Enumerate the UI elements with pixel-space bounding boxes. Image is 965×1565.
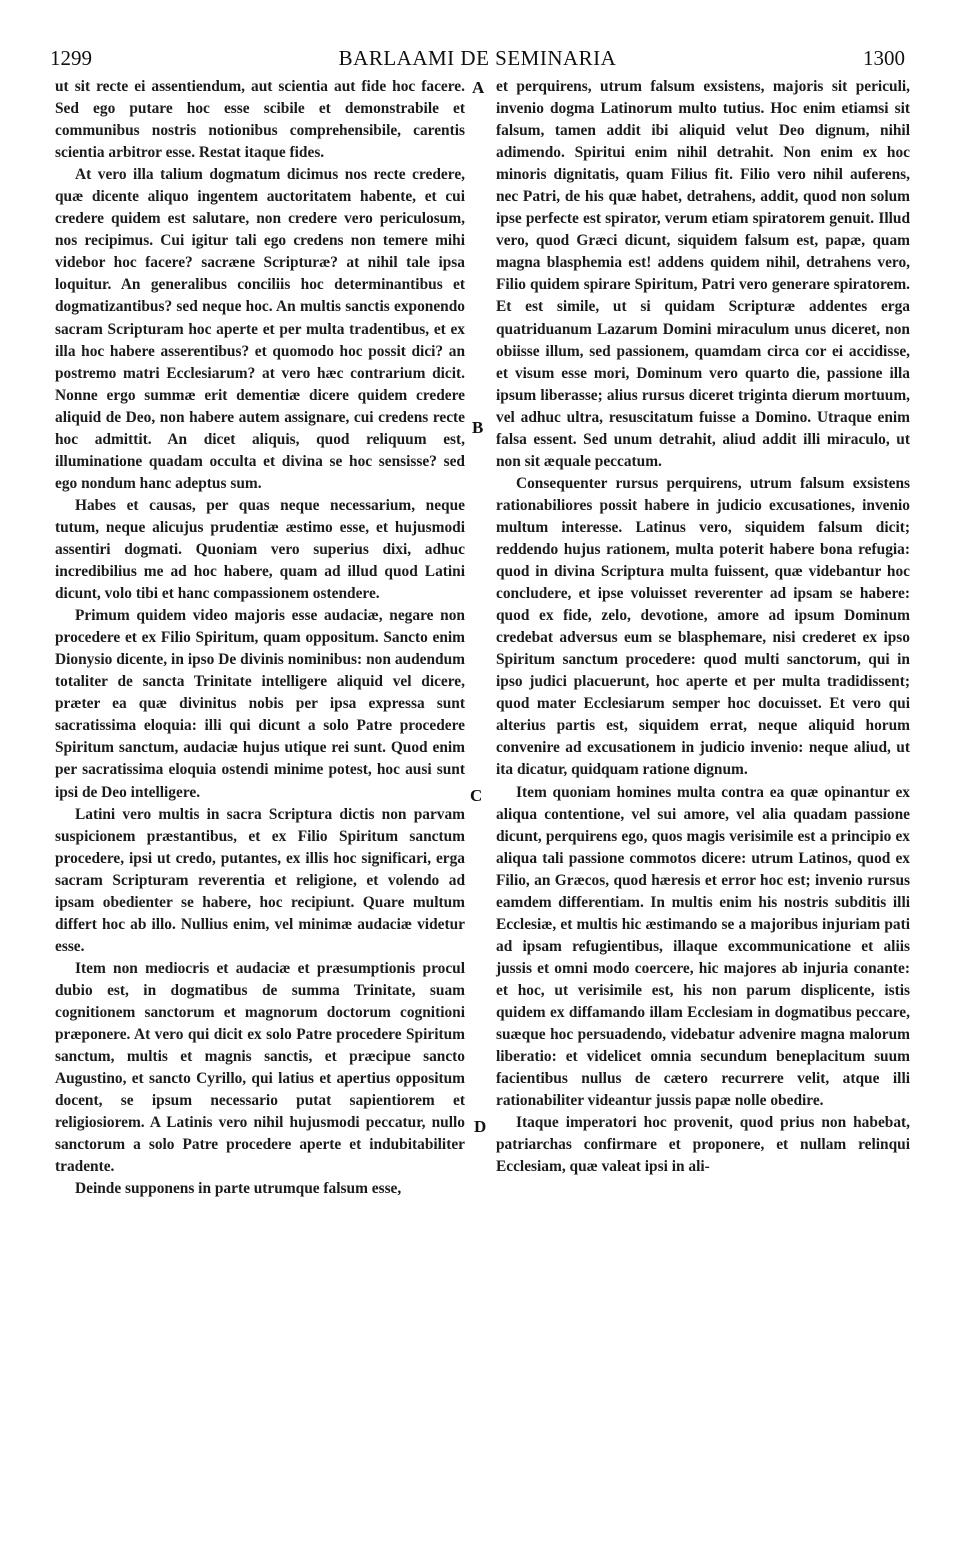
section-marker-a: A [472, 78, 485, 97]
paragraph: et perquirens, utrum falsum exsistens, majoris sit periculi, invenio dogma Latinorum multo tutius. Hoc enim etiamsi sit falsum, tamen addit ibi aliquid velut Deo dignum, nihil adimendo. Spiritui enim nihil detrahit. Non enim ex hoc minoris dignitatis, quam Filius fit. Filio vero nihil auferens, nec Patri, de his quæ habet, detrahens, addit, quod non solum ipse perfecte est spirator, verum etiam spiratorem genuit. Illud vero, quod Græci dicunt, siquidem falsum est, papæ, quam magna blasphemia est! addens quidem nihil, detrahens vero, Filio quidem spirare Spiritum, Patri vero generare spiratorem. Et est simile, ut si quidam Scripturæ addentes erga quatriduanum Lazarum Domini miraculum unus diceret, non obiisse illum, sed passionem, quamdam circa cor ei accidisse, et visum esse mori, Dominum vero quarto die, passione illa ipsum liberasse; alius rursus diceret triginta dierum mortuum, vel adhuc ultra, resuscitatum fuisse a Domino. Utraque enim falsa essent. Sed unum detrahit, aliud addit illi miraculo, ut non sit æquale peccatum. [496, 78, 910, 470]
page-number-left: 1299 [50, 46, 92, 70]
section-marker-c: C [470, 786, 483, 805]
paragraph: Item non mediocris et audaciæ et præsumptionis procul dubio est, in dogmatibus de summa Trinitate, suam cognitionem sanctorum et magnorum doctorum cognitioni præponere. At vero qui dicit ex solo Patre procedere Spiritum sanctum, multis et magnis sanctis, et præcipue sancto Augustino, et sancto Cyrillo, qui latius et apertius oppositum docent, se ipsum necessario putat sapientiorem et religiosiorem. A Latinis vero nihil hujusmodi peccatur, nullo sanctorum a solo Patre procedere aperte et indubitabiliter tradente. [55, 959, 465, 1176]
paragraph: Latini vero multis in sacra Scriptura dictis non parvam suspicionem præstantibus, et ex Filio Spiritum sanctum procedere, ipsi ut credo, putantes, ex illis hoc significari, erga sacram Scripturam reverentia et religione, et volendo ad ipsam obedienter se habere, hoc recipiunt. Quare multum differt hoc ab illo. Nullius enim, vel minimæ audaciæ videtur esse. [55, 805, 465, 955]
paragraph: ut sit recte ei assentiendum, aut scientia aut fide hoc facere. Sed ego putare hoc esse scibile et demonstrabile et communibus nostris notionibus comprehensibile, carentis scientia arbitror esse. Restat itaque fides. [55, 78, 465, 162]
paragraph: Consequenter rursus perquirens, utrum falsum exsistens rationabiliores possit habere in judicio excusationes, invenio multum interesse. Latinus vero, siquidem falsum dicit; reddendo hujus rationem, multa poterit habere bona refugia: quod in divina Scriptura multa fuissent, quæ videbantur hoc concludere, et ipse voluisset reverenter ad ipsam se habere: quod ex fide, zelo, devotione, amore ad ipsum Dominum credebat adversus eum se blasphemare, nisi crederet ex ipso Spiritum sanctum procedere: quod multi sanctorum, qui in ipso judici placuerunt, hoc aperte et per multa tradidissent; quod mater Ecclesiarum semper hoc docuisset. Et vero qui alterius partis est, siquidem errat, neque aliquid horum convenire ad excusationem in judicio invenio: neque aliud, ut ita dicatur, quidquam ratione dignum. [496, 474, 910, 779]
running-title: BARLAAMI DE SEMINARIA [338, 46, 617, 70]
page-header [50, 40, 905, 70]
section-marker-b: B [472, 418, 484, 437]
paragraph: Itaque imperatori hoc provenit, quod prius non habebat, patriarchas confirmare et proponere, et nullam relinqui Ecclesiam, quæ valeat ipsi in ali- [496, 1114, 910, 1176]
paragraph: At vero illa talium dogmatum dicimus nos recte credere, quæ dicente aliquo ingentem auctoritatem habente, et cui credere quidem est salutare, non credere vero periculosum, nos recipimus. Cui igitur tali ego credens non temere mihi videbor hoc facere? sacræne Scripturæ? at nihil tale ipsa loquitur. An generalibus conciliis hoc determinantibus et dogmatizantibus? sed neque hoc. An multis sanctis exponendo sacram Scripturam hoc aperte et per multa tradentibus, et ex illa hoc habere asserentibus? et quomodo hoc possit dici? an postremo matri Ecclesiarum? at vero hæc contrarium dicit. Nonne ergo summæ erit dementiæ dicere quidem credere aliquid de Deo, non habere autem assignare, cui credens recte hoc admittit. An dicet aliquis, quod reliquum est, illuminatione quadam occulta et divina se hoc sensisse? sed ego nondum hanc adeptus sum. [55, 166, 465, 492]
page-number-right: 1300 [863, 46, 905, 70]
paragraph: Habes et causas, per quas neque necessarium, neque tutum, neque alicujus prudentiæ æstimo esse, et hujusmodi assentiri dogmati. Quoniam vero superius dixi, adhuc incredibilius me ad hoc habere, quam ad illud quod Latini dicunt, volo tibi et hanc compassionem ostendere. [55, 496, 465, 603]
right-column [496, 76, 910, 1178]
left-column [55, 76, 465, 1200]
paragraph: Primum quidem video majoris esse audaciæ, negare non procedere et ex Filio Spiritum, quam oppositum. Sancto enim Dionysio dicente, in ipso De divinis nominibus: non audendum totaliter de sancta Trinitate intelligere aliquid vel dicere, præter ea quæ divinitus nobis per ipsa expressa sunt sacratissima eloquia: illi qui dicunt a solo Patre procedere Spiritum sanctum, audaciæ hujus utique rei sunt. Quod enim per sacratissima eloquia ostendi minime potest, hoc ausi sunt ipsi de Deo intelligere. [55, 607, 465, 801]
paragraph: Item quoniam homines multa contra ea quæ opinantur ex aliqua contentione, vel sui amore, vel alia quadam passione dicunt, perquirens ego, quos magis verisimile est a principio ex aliqua tali passione commotos dicere: utrum Latinos, quod ex Filio, an Græcos, quod hæresis et error hoc est; invenio rursus eamdem differentiam. In multis enim his nostris subditis illi Ecclesiæ, et multis hic æstimando se a majoribus injuriam pati ad ipsam refugientibus, illaque excommunicatione et aliis jussis et omni modo coercere, hic majores ab injuria conante: et hoc, ut verisimile est, his non parum displicente, istis quidem ex diffamando illam Ecclesiam in dogmatibus peccare, suæque hoc persuadendo, videbatur advenire magna malorum liberatio: et videlicet omnia secundum beneplacitum suum facientibus nullus de cætero recurrere velit, atque illi rationabiliter videantur jussis papæ nolle obedire. [496, 783, 910, 1110]
section-marker-d: D [474, 1117, 487, 1136]
paragraph: Deinde supponens in parte utrumque falsum esse, [75, 1180, 402, 1198]
